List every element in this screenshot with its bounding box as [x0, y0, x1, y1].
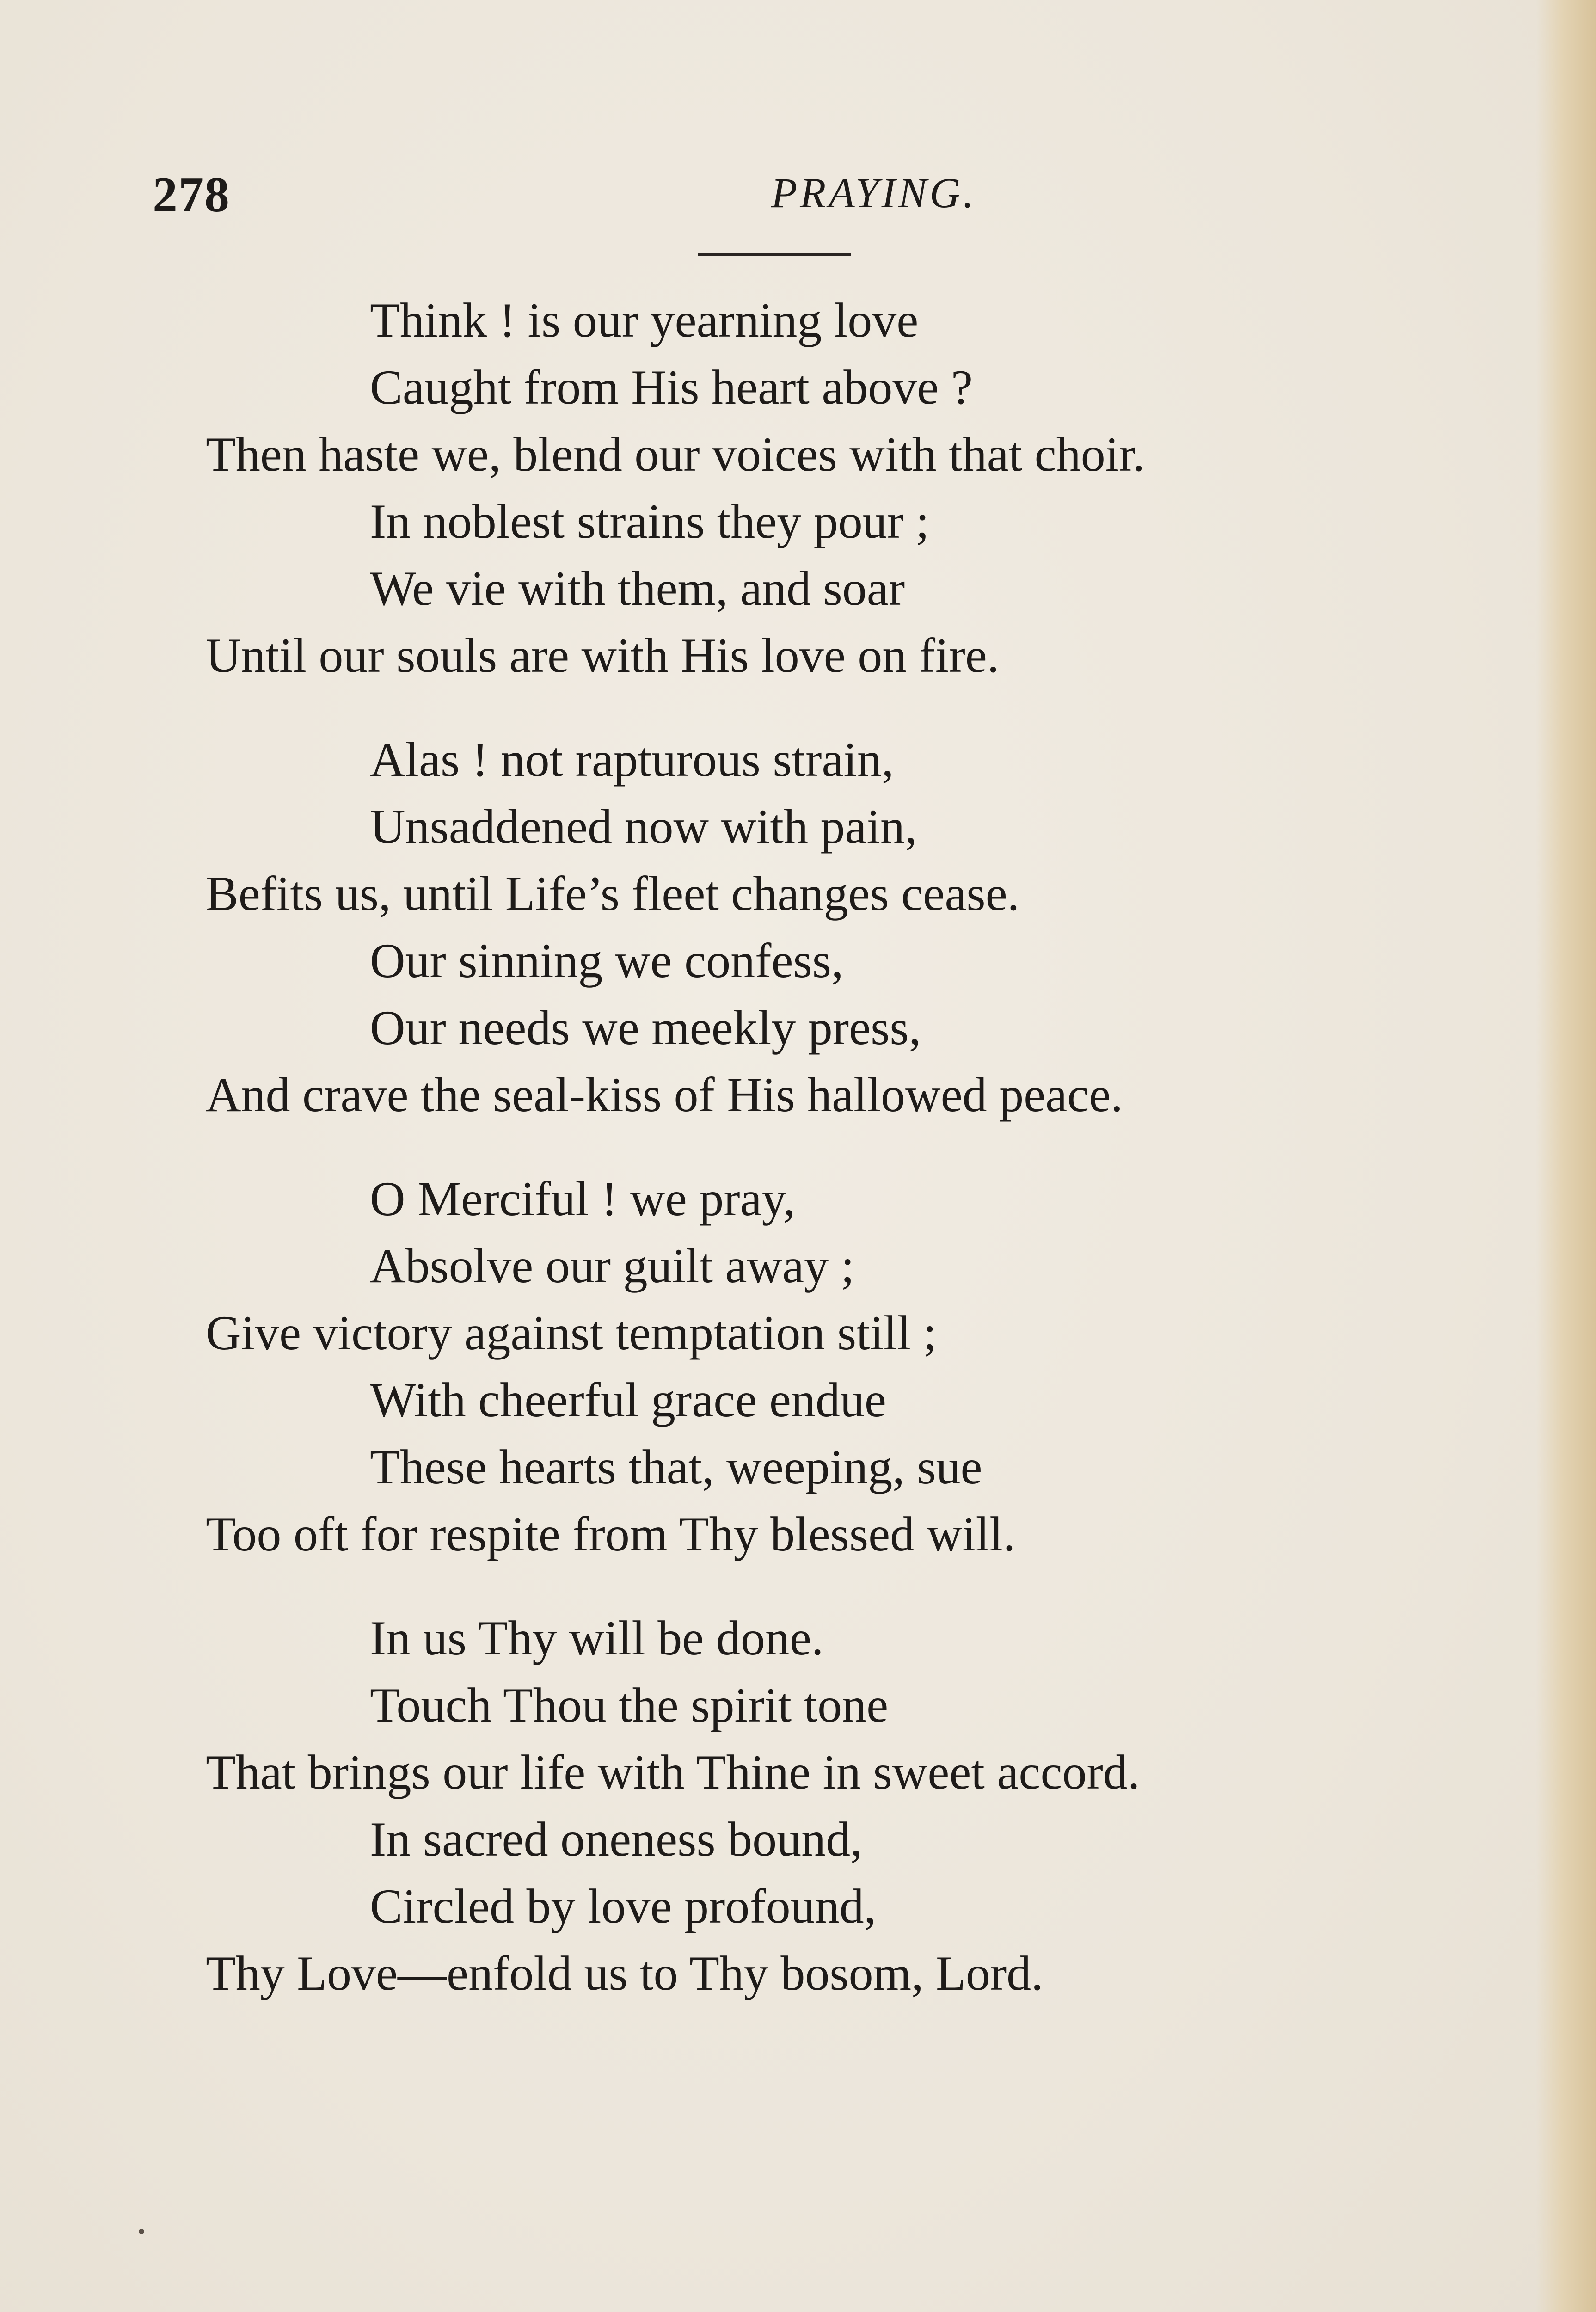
poem-line: Our sinning we confess, — [370, 934, 844, 988]
poem-line: In noblest strains they pour ; — [370, 494, 929, 548]
poem-line: Too oft for respite from Thy blessed will. — [206, 1507, 1016, 1561]
poem-line: That brings our life with Thine in sweet accord. — [206, 1745, 1140, 1799]
header-rule — [698, 253, 851, 256]
poem-line: And crave the seal-kiss of His hallowed peace. — [206, 1068, 1123, 1122]
poem-line: In sacred oneness bound, — [370, 1812, 863, 1866]
poem-line: O Merciful ! we pray, — [370, 1172, 796, 1226]
poem-line: Our needs we meekly press, — [370, 1001, 921, 1055]
poem — [206, 287, 1454, 2044]
page-edge-shadow — [1536, 0, 1596, 2312]
poem-line: Befits us, until Life’s fleet changes cease. — [206, 867, 1020, 921]
paper-speck — [139, 2229, 144, 2234]
poem-line: Circled by love profound, — [370, 1879, 877, 1933]
poem-line: With cheerful grace endue — [370, 1373, 886, 1427]
poem-line: Thy Love—enfold us to Thy bosom, Lord. — [206, 1946, 1044, 2000]
page-header — [153, 166, 1410, 231]
poem-line: We vie with them, and soar — [370, 561, 905, 615]
stanza — [206, 726, 1454, 1128]
poem-line: These hearts that, weeping, sue — [370, 1440, 982, 1494]
poem-line: Touch Thou the spirit tone — [370, 1678, 889, 1732]
poem-line: In us Thy will be done. — [370, 1611, 824, 1665]
poem-line: Absolve our guilt away ; — [370, 1239, 855, 1293]
poem-line: Alas ! not rapturous strain, — [370, 732, 894, 787]
stanza — [206, 1605, 1454, 2007]
running-head: PRAYING. — [771, 169, 977, 216]
poem-line: Unsaddened now with pain, — [370, 799, 917, 854]
poem-line: Think ! is our yearning love — [370, 293, 919, 347]
stanza — [206, 287, 1454, 689]
stanza — [206, 1165, 1454, 1568]
poem-line: Until our souls are with His love on fire. — [206, 628, 1000, 683]
poem-line: Give victory against temptation still ; — [206, 1306, 937, 1360]
poem-line: Caught from His heart above ? — [370, 360, 973, 414]
poem-line: Then haste we, blend our voices with that choir. — [206, 427, 1145, 481]
page-number: 278 — [153, 167, 230, 222]
